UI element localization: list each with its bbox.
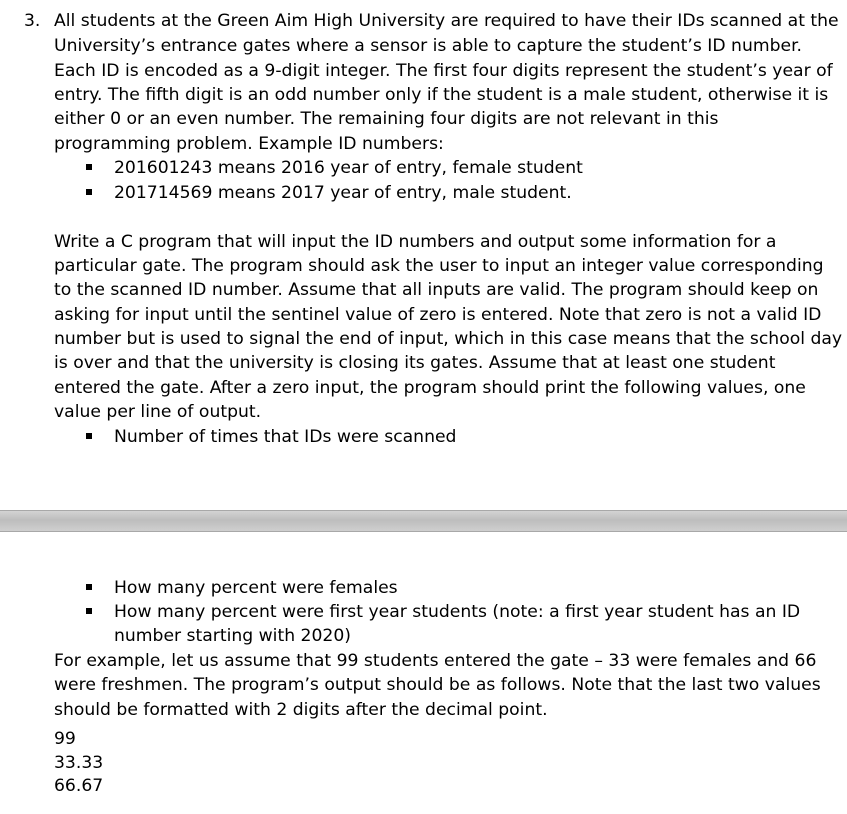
program-line-2: particular gate. The program should ask the user to input an integer value corresponding — [54, 256, 824, 276]
intro-line-3: Each ID is encoded as a 9-digit integer. The first four digits represent the student’s year of — [54, 61, 833, 81]
output-item-females: How many percent were females — [114, 578, 398, 598]
program-line-7: entered the gate. After a zero input, the program should print the following values, one — [54, 378, 806, 398]
sample-output-count: 99 — [54, 729, 76, 749]
program-line-8: value per line of output. — [54, 402, 262, 422]
program-line-3: to the scanned ID number. Assume that all inputs are valid. The program should keep on — [54, 280, 819, 300]
example-line-2: were freshmen. The program’s output should be as follows. Note that the last two values — [54, 675, 821, 695]
document-page-2 — [0, 530, 847, 814]
program-line-6: is over and that the university is closing its gates. Assume that at least one student — [54, 353, 776, 373]
intro-line-1: All students at the Green Aim High University are required to have their IDs scanned at the — [54, 11, 839, 31]
example-line-1: For example, let us assume that 99 students entered the gate – 33 were females and 66 — [54, 651, 817, 671]
sample-output-females: 33.33 — [54, 753, 104, 773]
program-line-5: number but is used to signal the end of input, which in this case means that the school day — [54, 329, 843, 349]
program-line-1: Write a C program that will input the ID numbers and output some information for a — [54, 232, 777, 252]
output-item-first-year: How many percent were first year students (note: a first year student has an ID — [114, 602, 801, 622]
output-item-first-year-cont: number starting with 2020) — [114, 626, 351, 646]
intro-line-6: programming problem. Example ID numbers: — [54, 134, 444, 154]
output-item-scans: Number of times that IDs were scanned — [114, 427, 457, 447]
intro-line-2: University’s entrance gates where a sensor is able to capture the student’s ID number. — [54, 36, 803, 56]
page-break-divider — [0, 510, 847, 532]
bullet-icon — [86, 584, 92, 590]
example-id-2: 201714569 means 2017 year of entry, male student. — [114, 183, 572, 203]
question-number: 3. — [24, 11, 41, 31]
example-line-3: should be formatted with 2 digits after the decimal point. — [54, 700, 548, 720]
intro-line-5: either 0 or an even number. The remaining four digits are not relevant in this — [54, 109, 719, 129]
program-line-4: asking for input until the sentinel value of zero is entered. Note that zero is not a valid ID — [54, 305, 822, 325]
sample-output-freshmen: 66.67 — [54, 776, 104, 796]
bullet-icon — [86, 164, 92, 170]
bullet-icon — [86, 608, 92, 614]
bullet-icon — [86, 189, 92, 195]
example-id-1: 201601243 means 2016 year of entry, female student — [114, 158, 583, 178]
bullet-icon — [86, 433, 92, 439]
intro-line-4: entry. The fifth digit is an odd number only if the student is a male student, otherwise it is — [54, 85, 829, 105]
